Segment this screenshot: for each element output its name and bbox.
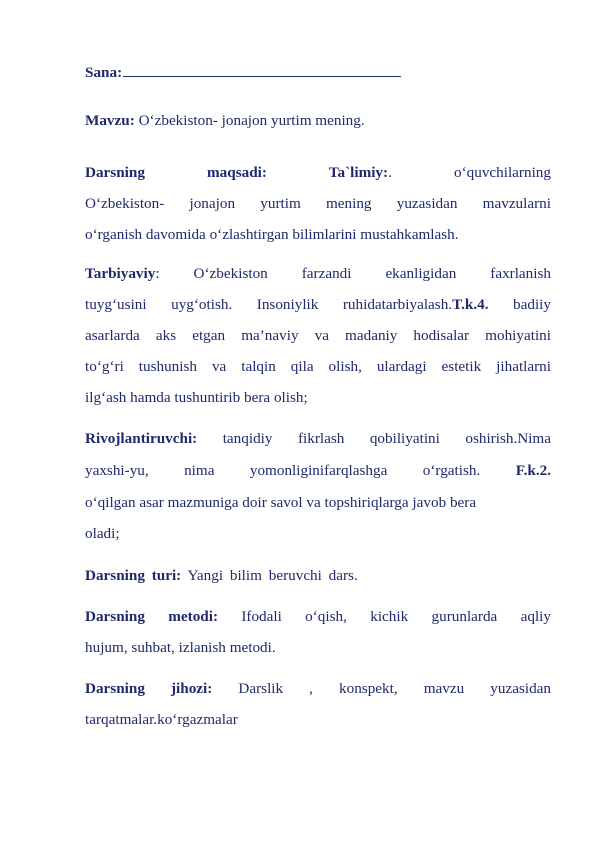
tarbiyaviy-line-4: to‘g‘ri tushunish va talqin qila olish, ulardagi estetik jihatlarni	[85, 358, 551, 375]
jihozi-label: Darsning jihozi:	[85, 680, 213, 697]
maqsad-line-2: O‘zbekiston- jonajon yurtim mening yuzasidan mavzularni	[85, 195, 551, 212]
metodi-label: Darsning metodi:	[85, 608, 219, 625]
rivojlantiruvchi-line-3: o‘qilgan asar mazmuniga doir savol va topshiriqlarga javob bera	[85, 494, 477, 511]
metodi-line-2: hujum, suhbat, izlanish metodi.	[85, 639, 276, 656]
date-blank	[123, 61, 401, 77]
maqsad-line-3: o‘rganish davomida o‘zlashtirgan bilimlarini mustahkamlash.	[85, 226, 459, 243]
maqsad-label: Darsning maqsadi: Ta`limiy:	[85, 164, 389, 181]
maqsad-line-1: Darsning maqsadi: Ta`limiy:. o‘quvchilarning	[85, 164, 551, 181]
rivojlantiruvchi-label: Rivojlantiruvchi:	[85, 430, 198, 447]
jihozi-line-2: tarqatmalar.ko‘rgazmalar	[85, 711, 238, 728]
tarbiyaviy-line-2: tuyg‘usini uyg‘otish. Insoniylik ruhidatarbiyalash.T.k.4. badiiy	[85, 296, 551, 313]
sana-line	[85, 61, 551, 83]
jihozi-line-1: Darsning jihozi: Darslik , konspekt, mavzu yuzasidan	[85, 680, 551, 697]
mavzu-text: O‘zbekiston- jonajon yurtim mening.	[134, 112, 365, 129]
sana-label: Sana:	[85, 64, 123, 81]
mavzu-label: Mavzu:	[85, 112, 135, 129]
tarbiyaviy-line-5: ilg‘ash hamda tushuntirib bera olish;	[85, 389, 308, 406]
metodi-line-1: Darsning metodi: Ifodali o‘qish, kichik gurunlarda aqliy	[85, 608, 551, 625]
rivojlantiruvchi-line-4: oladi;	[85, 525, 120, 542]
rivojlantiruvchi-line-2: yaxshi-yu, nima yomonliginifarqlashga o‘rgatish. F.k.2.	[85, 462, 552, 479]
turi-label: Darsning turi:	[85, 567, 182, 584]
tarbiyaviy-label: Tarbiyaviy	[85, 265, 156, 282]
tarbiyaviy-line-1: Tarbiyaviy: O‘zbekiston farzandi ekanligidan faxrlanish	[85, 265, 551, 282]
mavzu-line	[85, 111, 551, 131]
tarbiyaviy-line-3: asarlarda aks etgan ma’naviy va madaniy hodisalar mohiyatini	[85, 327, 551, 344]
rivojlantiruvchi-line-1: Rivojlantiruvchi: tanqidiy fikrlash qobiliyatini oshirish.Nima	[85, 430, 551, 447]
turi-line: Darsning turi: Yangi bilim beruvchi dars.	[85, 567, 358, 584]
